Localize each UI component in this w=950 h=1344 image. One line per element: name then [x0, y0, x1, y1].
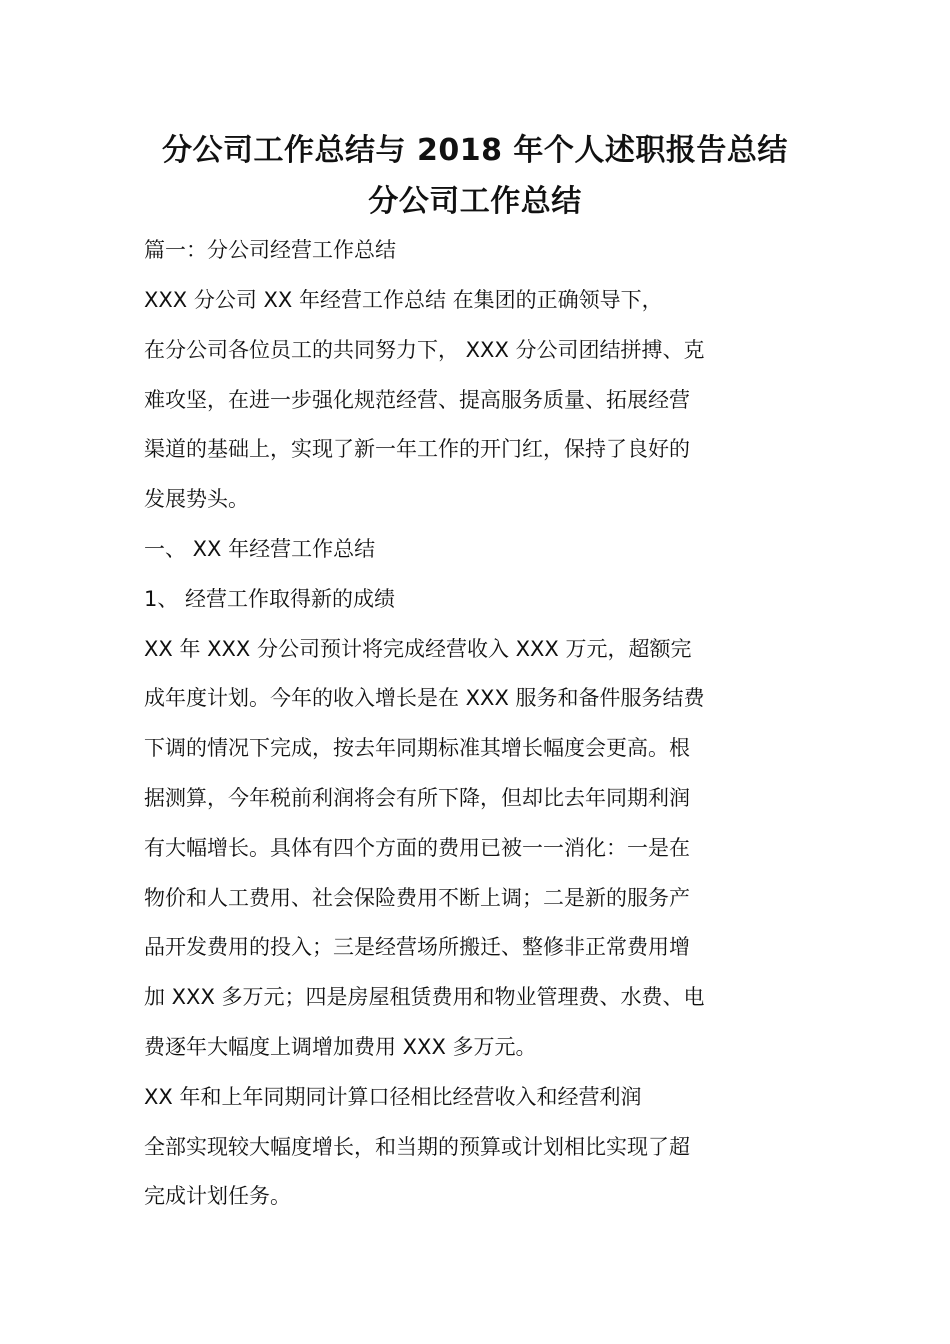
- paragraph-line: XXX 分公司 XX 年经营工作总结 在集团的正确领导下，: [144, 288, 663, 312]
- paragraph-line: XX 年和上年同期同计算口径相比经营收入和经营利润: [144, 1085, 642, 1109]
- paragraph-line: 有大幅增长。具体有四个方面的费用已被一一消化：一是在: [144, 836, 690, 860]
- section-heading: 1、 经营工作取得新的成绩: [144, 587, 396, 611]
- paragraph-line: 物价和人工费用、社会保险费用不断上调；二是新的服务产: [144, 886, 690, 910]
- document-subtitle: 分公司工作总结: [368, 184, 582, 219]
- paragraph-line: 难攻坚，在进一步强化规范经营、提高服务质量、拓展经营: [144, 388, 690, 412]
- paragraph-line: 发展势头。: [144, 487, 249, 511]
- paragraph-line: 下调的情况下完成，按去年同期标准其增长幅度会更高。根: [144, 736, 690, 760]
- paragraph-line: 费逐年大幅度上调增加费用 XXX 多万元。: [144, 1035, 537, 1059]
- paragraph-line: 品开发费用的投入；三是经营场所搬迁、整修非正常费用增: [144, 935, 690, 959]
- paragraph-line: 全部实现较大幅度增长，和当期的预算或计划相比实现了超: [144, 1135, 690, 1159]
- paragraph-line: 据测算，今年税前利润将会有所下降，但却比去年同期利润: [144, 786, 690, 810]
- paragraph-line: 在分公司各位员工的共同努力下， XXX 分公司团结拼搏、克: [144, 338, 705, 362]
- paragraph-line: 完成计划任务。: [144, 1184, 291, 1208]
- document-title: 分公司工作总结与 2018 年个人述职报告总结: [162, 133, 788, 168]
- section-heading: 一、 XX 年经营工作总结: [144, 537, 376, 561]
- paragraph-line: 成年度计划。今年的收入增长是在 XXX 服务和备件服务结费: [144, 686, 705, 710]
- paragraph-line: 加 XXX 多万元；四是房屋租赁费用和物业管理费、水费、电: [144, 985, 705, 1009]
- section-heading: 篇一：分公司经营工作总结: [144, 238, 396, 262]
- paragraph-line: XX 年 XXX 分公司预计将完成经营收入 XXX 万元，超额完: [144, 637, 692, 661]
- paragraph-line: 渠道的基础上，实现了新一年工作的开门红，保持了良好的: [144, 437, 690, 461]
